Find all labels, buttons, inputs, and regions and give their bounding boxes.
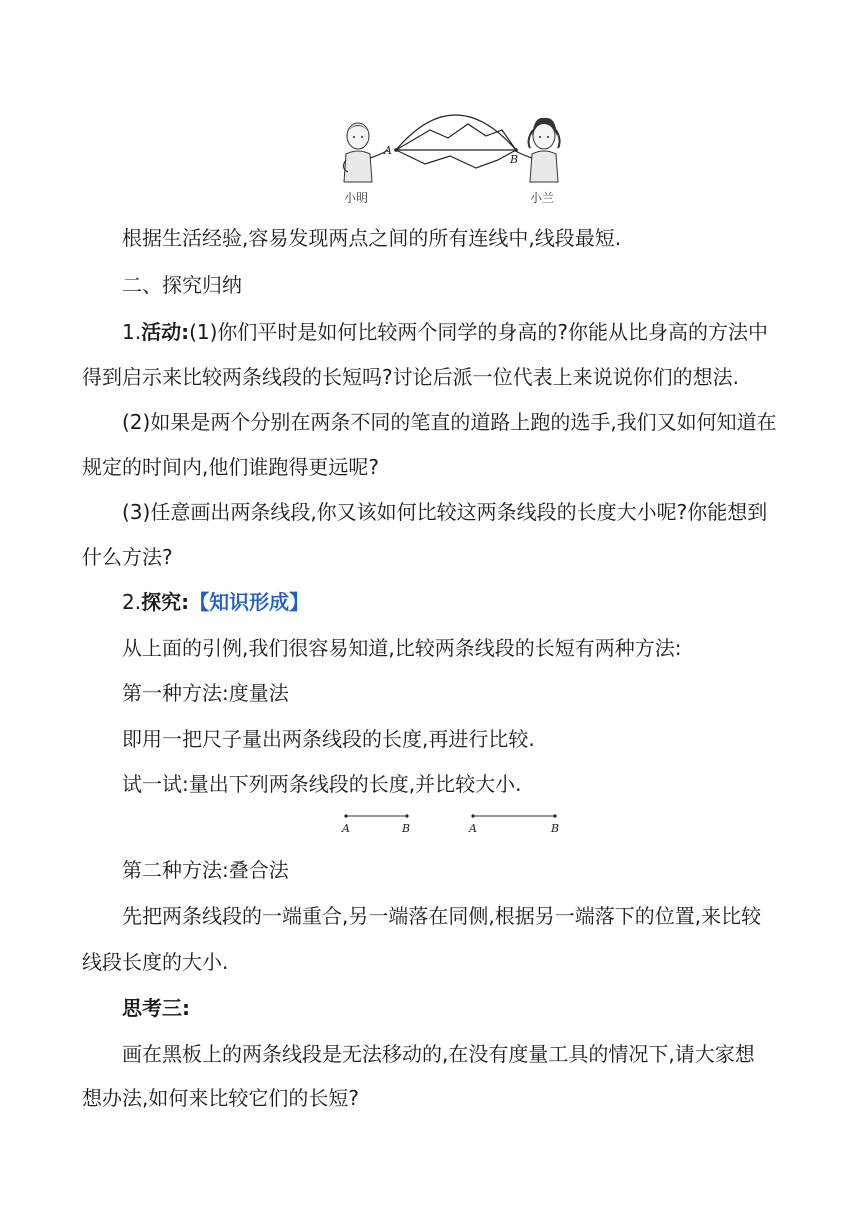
girl-figure [514, 118, 560, 182]
question-2-line-2: 规定的时间内,他们谁跑得更远呢? [82, 455, 379, 479]
paragraph-1: 根据生活经验,容易发现两点之间的所有连线中,线段最短. [122, 226, 622, 250]
method-1-description: 即用一把尺子量出两条线段的长度,再进行比较. [122, 727, 535, 751]
segment-2-b-label: B [551, 822, 560, 835]
left-child-caption: 小明 [344, 191, 369, 205]
boy-figure [343, 123, 388, 182]
path-comparison-figure [330, 110, 600, 210]
point-b-label: B [510, 153, 519, 166]
activity-number: 1. [122, 320, 142, 344]
think-three-heading: 思考三: [122, 996, 190, 1020]
segment-1-b-label: B [402, 822, 411, 835]
explore-number: 2. [122, 590, 142, 614]
method-2-heading: 第二种方法:叠合法 [122, 858, 289, 882]
explore-label: 探究: [141, 590, 190, 614]
try-it-instruction: 试一试:量出下列两条线段的长度,并比较大小. [122, 772, 522, 796]
activity-line-1 [122, 320, 768, 344]
right-child-caption: 小兰 [530, 191, 555, 205]
knowledge-tag: 【知识形成】 [189, 590, 310, 614]
explore-heading [122, 590, 309, 614]
segment-1-a-label: A [342, 822, 350, 835]
activity-line-2: 得到启示来比较两条线段的长短吗?讨论后派一位代表上来说说你们的想法. [82, 365, 739, 389]
section-heading: 二、探究归纳 [122, 273, 242, 297]
activity-text: (1)你们平时是如何比较两个同学的身高的?你能从比身高的方法中 [189, 320, 769, 344]
point-a-label: A [384, 144, 392, 157]
think-three-line-2: 想办法,如何来比较它们的长短? [82, 1086, 359, 1110]
method-1-heading: 第一种方法:度量法 [122, 681, 289, 705]
activity-label: 活动: [141, 320, 190, 344]
segment-2 [468, 814, 559, 835]
question-3-line-2: 什么方法? [82, 545, 173, 569]
method-2-line-2: 线段长度的大小. [82, 950, 229, 974]
question-3-line-1: (3)任意画出两条线段,你又该如何比较这两条线段的长度大小呢?你能想到 [122, 500, 768, 524]
segment-1 [341, 814, 410, 835]
question-2-line-1: (2)如果是两个分别在两条不同的笔直的道路上跑的选手,我们又如何知道在 [122, 410, 777, 434]
segments-figure [330, 806, 570, 840]
paragraph-intro-methods: 从上面的引例,我们很容易知道,比较两条线段的长短有两种方法: [122, 636, 682, 660]
zigzag-path-lower [396, 150, 519, 168]
zigzag-path-upper [396, 124, 516, 150]
segment-2-a-label: A [469, 822, 477, 835]
method-2-line-1: 先把两条线段的一端重合,另一端落在同侧,根据另一端落下的位置,来比较 [122, 904, 762, 928]
think-three-line-1: 画在黑板上的两条线段是无法移动的,在没有度量工具的情况下,请大家想 [122, 1042, 755, 1066]
